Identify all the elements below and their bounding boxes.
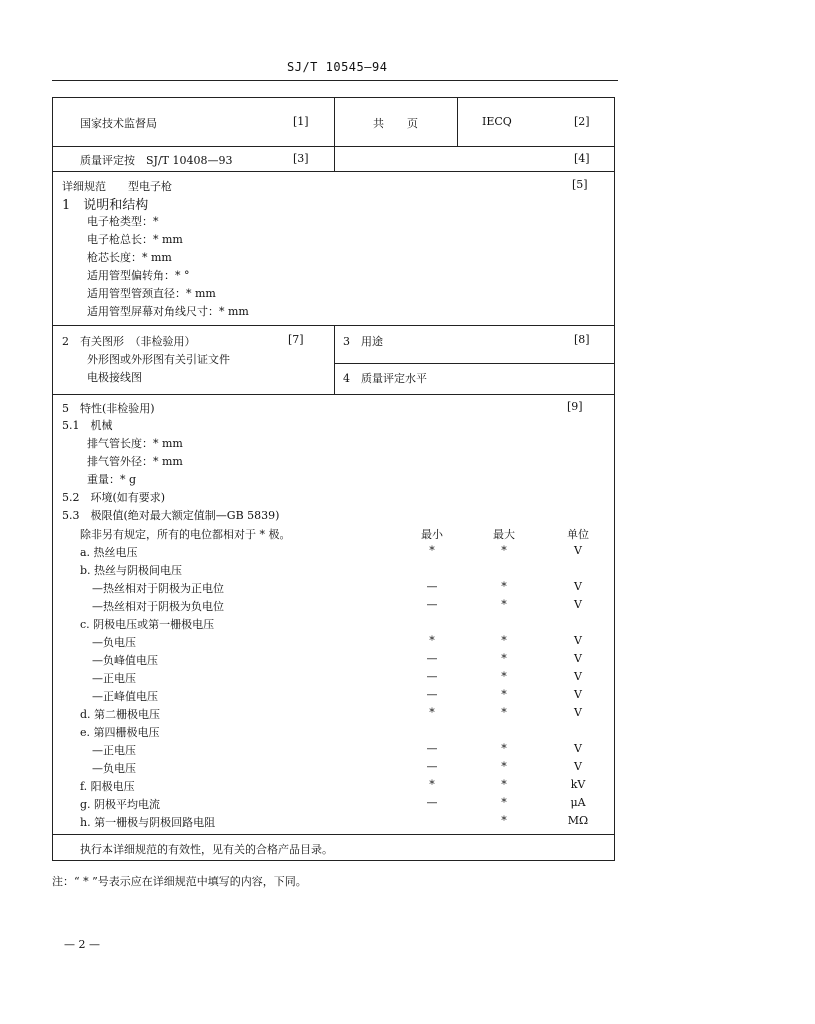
rating-unit: V (574, 598, 582, 611)
spec-title: 详细规范 型电子枪 (62, 180, 172, 193)
table-border-right (614, 97, 615, 860)
col-divider (457, 97, 458, 146)
rating-max: * (501, 688, 507, 701)
table-border-bottom (52, 860, 615, 861)
rating-max: * (501, 652, 507, 665)
rating-min: — (426, 796, 438, 809)
row-divider (334, 363, 615, 364)
rating-label: —热丝相对于阴极为正电位 (92, 582, 224, 595)
rating-max: * (501, 760, 507, 773)
rating-label: —正峰值电压 (92, 690, 158, 703)
standard-number: SJ/T 10545—94 (287, 60, 388, 74)
field-ref-4: [4] (574, 152, 590, 165)
total-label: 共 (373, 117, 384, 130)
desc-item: 适用管型屏幕对角线尺寸：* mm (87, 305, 249, 318)
rating-label: a. 热丝电压 (80, 546, 138, 559)
row-divider (52, 394, 615, 395)
figure-item: 电极接线图 (87, 371, 142, 384)
rating-min: * (429, 634, 435, 647)
desc-item: 适用管型偏转角：* ° (87, 269, 190, 282)
desc-item: 枪芯长度：* mm (87, 251, 172, 264)
rating-label: e. 第四栅极电压 (80, 726, 160, 739)
section-2-heading: 2 有关图形 （非检验用） (62, 335, 196, 348)
rating-unit: V (574, 580, 582, 593)
rating-min: — (426, 670, 438, 683)
rating-max: * (501, 544, 507, 557)
col-divider (334, 97, 335, 171)
validity-statement: 执行本详细规范的有效性，见有关的合格产品目录。 (80, 843, 333, 856)
row-divider (52, 171, 615, 172)
rating-label: c. 阴极电压或第一栅极电压 (80, 618, 215, 631)
rating-label: g. 阴极平均电流 (80, 798, 161, 811)
rating-max: * (501, 634, 507, 647)
rating-label: b. 热丝与阴极间电压 (80, 564, 183, 577)
header-rule (52, 80, 618, 81)
rating-label: d. 第二栅极电压 (80, 708, 161, 721)
field-ref-9: [9] (567, 400, 583, 413)
rating-unit: MΩ (567, 814, 589, 827)
footnote: 注：“ * ”号表示应在详细规范中填写的内容，下同。 (52, 875, 307, 888)
rating-unit: V (574, 544, 582, 557)
rating-min: * (429, 706, 435, 719)
rating-label: h. 第一栅极与阴极回路电阻 (80, 816, 216, 829)
mechanical-item: 排气管外径：* mm (87, 455, 183, 468)
section-3-heading: 3 用途 (343, 335, 383, 348)
col-header-unit: 单位 (567, 528, 589, 541)
rating-max: * (501, 706, 507, 719)
section-4-heading: 4 质量评定水平 (343, 372, 427, 385)
rating-max: * (501, 778, 507, 791)
rating-unit: V (574, 634, 582, 647)
table-border-left (52, 97, 53, 860)
col-divider (334, 325, 335, 394)
rating-unit: V (574, 742, 582, 755)
field-ref-1: [1] (293, 115, 309, 128)
issuing-authority: 国家技术监督局 (80, 117, 157, 130)
rating-max: * (501, 580, 507, 593)
rating-label: —负电压 (92, 762, 136, 775)
quality-basis: 质量评定按 SJ/T 10408—93 (80, 154, 233, 167)
mechanical-item: 排气管长度：* mm (87, 437, 183, 450)
rating-unit: V (574, 688, 582, 701)
rating-min: — (426, 688, 438, 701)
rating-label: f. 阳极电压 (80, 780, 135, 793)
desc-item: 适用管型管颈直径：* mm (87, 287, 216, 300)
rating-unit: V (574, 652, 582, 665)
rating-min: * (429, 544, 435, 557)
rating-min: — (426, 580, 438, 593)
field-ref-3: [3] (293, 152, 309, 165)
col-header-min: 最小 (421, 528, 443, 541)
rating-label: —负峰值电压 (92, 654, 158, 667)
ratings-intro: 除非另有规定，所有的电位都相对于 * 极。 (80, 528, 291, 541)
field-ref-5: [5] (572, 178, 588, 191)
section-5-2-heading: 5.2 环境(如有要求) (62, 491, 166, 504)
field-ref-8: [8] (574, 333, 590, 346)
section-5-1-heading: 5.1 机械 (62, 419, 113, 432)
rating-min: — (426, 742, 438, 755)
col-header-max: 最大 (493, 528, 515, 541)
field-ref-7: [7] (288, 333, 304, 346)
field-ref-2: [2] (574, 115, 590, 128)
section-1-heading: 1 说明和结构 (62, 198, 149, 213)
rating-max: * (501, 814, 507, 827)
section-5-3-heading: 5.3 极限值(绝对最大额定值制—GB 5839) (62, 509, 280, 522)
rating-label: —正电压 (92, 744, 136, 757)
rating-unit: kV (570, 778, 586, 791)
page-number: — 2 — (64, 938, 100, 951)
rating-max: * (501, 742, 507, 755)
rating-unit: V (574, 670, 582, 683)
section-5-heading: 5 特性(非检验用) (62, 402, 155, 415)
rating-min: — (426, 652, 438, 665)
rating-max: * (501, 796, 507, 809)
figure-item: 外形图或外形图有关引证文件 (87, 353, 230, 366)
rating-max: * (501, 598, 507, 611)
iecq-label: IECQ (482, 115, 512, 128)
mechanical-item: 重量：* g (87, 473, 137, 486)
pages-label: 页 (407, 117, 418, 130)
rating-unit: V (574, 706, 582, 719)
desc-item: 电子枪类型：* (87, 215, 159, 228)
rating-unit: μA (570, 796, 586, 809)
rating-label: —负电压 (92, 636, 136, 649)
row-divider (52, 834, 615, 835)
rating-min: * (429, 778, 435, 791)
desc-item: 电子枪总长：* mm (87, 233, 183, 246)
rating-unit: V (574, 760, 582, 773)
rating-max: * (501, 670, 507, 683)
rating-min: — (426, 598, 438, 611)
rating-label: —正电压 (92, 672, 136, 685)
rating-min: — (426, 760, 438, 773)
rating-label: —热丝相对于阴极为负电位 (92, 600, 224, 613)
